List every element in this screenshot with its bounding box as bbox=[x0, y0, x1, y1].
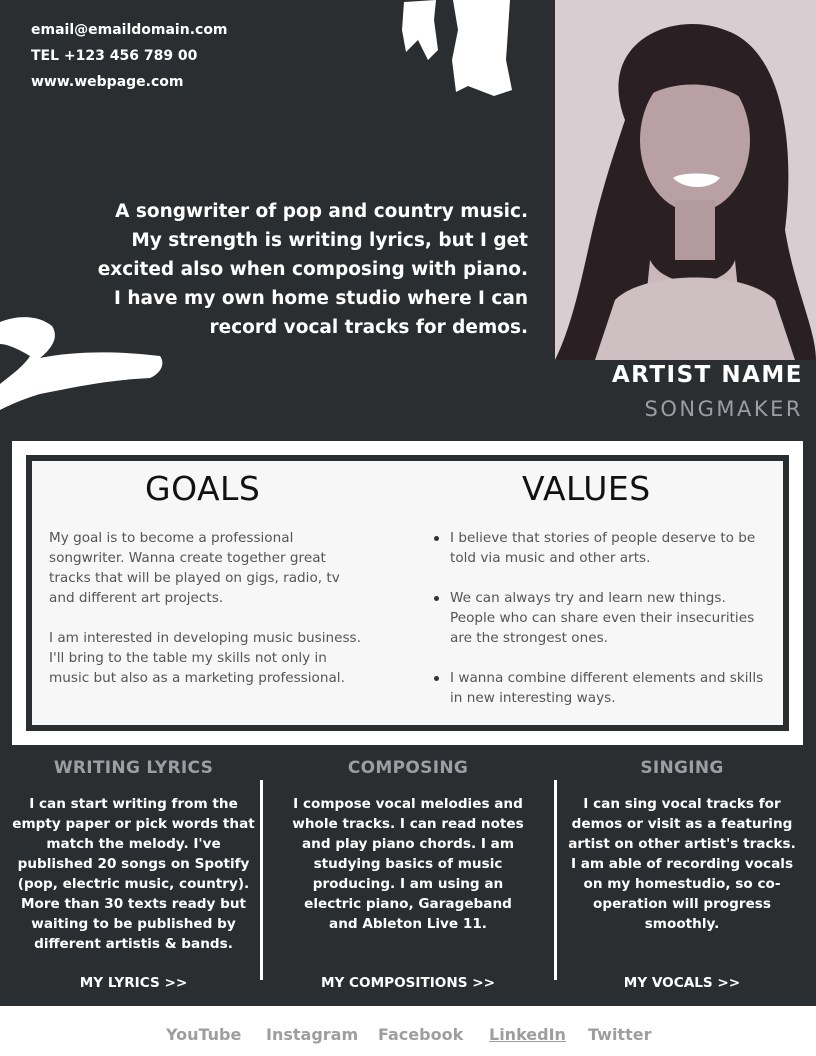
website-link[interactable]: www.webpage.com bbox=[31, 74, 184, 90]
skill-singing bbox=[566, 758, 798, 934]
goals-paragraph: I am interested in developing music business. I'll bring to the table my skills not only in music but also as a marketing professional. bbox=[49, 630, 361, 686]
values-heading: VALUES bbox=[522, 469, 651, 508]
brush-stroke-top bbox=[398, 0, 518, 100]
linkedin-link[interactable]: LinkedIn bbox=[489, 1025, 566, 1044]
skill-title: WRITING LYRICS bbox=[53, 758, 214, 778]
twitter-link[interactable]: Twitter bbox=[588, 1025, 652, 1044]
skill-description: I can start writing from the empty paper or pick words that match the melody. I've published 20 songs on Spotify (pop, electric music, country). More than 30 texts ready but waiting to be published by different artistis & bands. bbox=[12, 796, 255, 952]
intro-line: record vocal tracks for demos. bbox=[209, 317, 528, 338]
instagram-link[interactable]: Instagram bbox=[266, 1025, 359, 1044]
artist-role: SONGMAKER bbox=[644, 397, 803, 421]
intro-line: My strength is writing lyrics, but I get bbox=[131, 230, 528, 251]
phone-text: TEL +123 456 789 00 bbox=[31, 48, 198, 64]
artist-name: ARTIST NAME bbox=[611, 362, 803, 388]
goals-heading: GOALS bbox=[145, 469, 261, 508]
youtube-link[interactable]: YouTube bbox=[166, 1025, 242, 1044]
my-vocals-link[interactable]: MY VOCALS >> bbox=[623, 975, 741, 991]
skill-composing bbox=[292, 758, 524, 934]
facebook-link[interactable]: Facebook bbox=[378, 1025, 464, 1044]
panel-frame bbox=[26, 455, 789, 731]
skill-title: COMPOSING bbox=[347, 758, 469, 778]
contact-block bbox=[31, 17, 228, 95]
values-item: I believe that stories of people deserve to be told via music and other arts. bbox=[434, 528, 774, 568]
skill-title: SINGING bbox=[640, 758, 724, 778]
email-link[interactable]: email@emaildomain.com bbox=[31, 22, 228, 38]
column-divider bbox=[260, 780, 263, 980]
intro-line: I have my own home studio where I can bbox=[114, 288, 528, 309]
artist-photo bbox=[555, 0, 816, 360]
intro-line: excited also when composing with piano. bbox=[97, 259, 528, 280]
goals-values-panel bbox=[12, 441, 803, 745]
my-lyrics-link[interactable]: MY LYRICS >> bbox=[79, 975, 188, 991]
values-item: We can always try and learn new things. People who can share even their insecurities are the strongest ones. bbox=[434, 588, 774, 648]
values-list bbox=[434, 528, 774, 728]
skill-writing-lyrics bbox=[12, 758, 255, 954]
goals-paragraph: My goal is to become a professional songwriter. Wanna create together great tracks that will be played on gigs, radio, tv and different art projects. bbox=[49, 530, 340, 606]
my-compositions-link[interactable]: MY COMPOSITIONS >> bbox=[320, 975, 496, 991]
skill-description: I can sing vocal tracks for demos or visit as a featuring artist on other artist's tracks. I am able of recording vocals on my homestudio, so co-operation will progress smoothly. bbox=[568, 796, 796, 932]
intro-line: A songwriter of pop and country music. bbox=[115, 201, 528, 222]
social-footer bbox=[0, 1006, 816, 1056]
goals-text bbox=[49, 528, 361, 708]
intro-statement bbox=[60, 197, 528, 342]
skill-description: I compose vocal melodies and whole tracks. I can read notes and play piano chords. I am studying basics of music producing. I am using an electric piano, Garageband and Ableton Live 11. bbox=[292, 796, 524, 932]
values-item: I wanna combine different elements and skills in new interesting ways. bbox=[434, 668, 774, 708]
column-divider bbox=[554, 780, 557, 980]
